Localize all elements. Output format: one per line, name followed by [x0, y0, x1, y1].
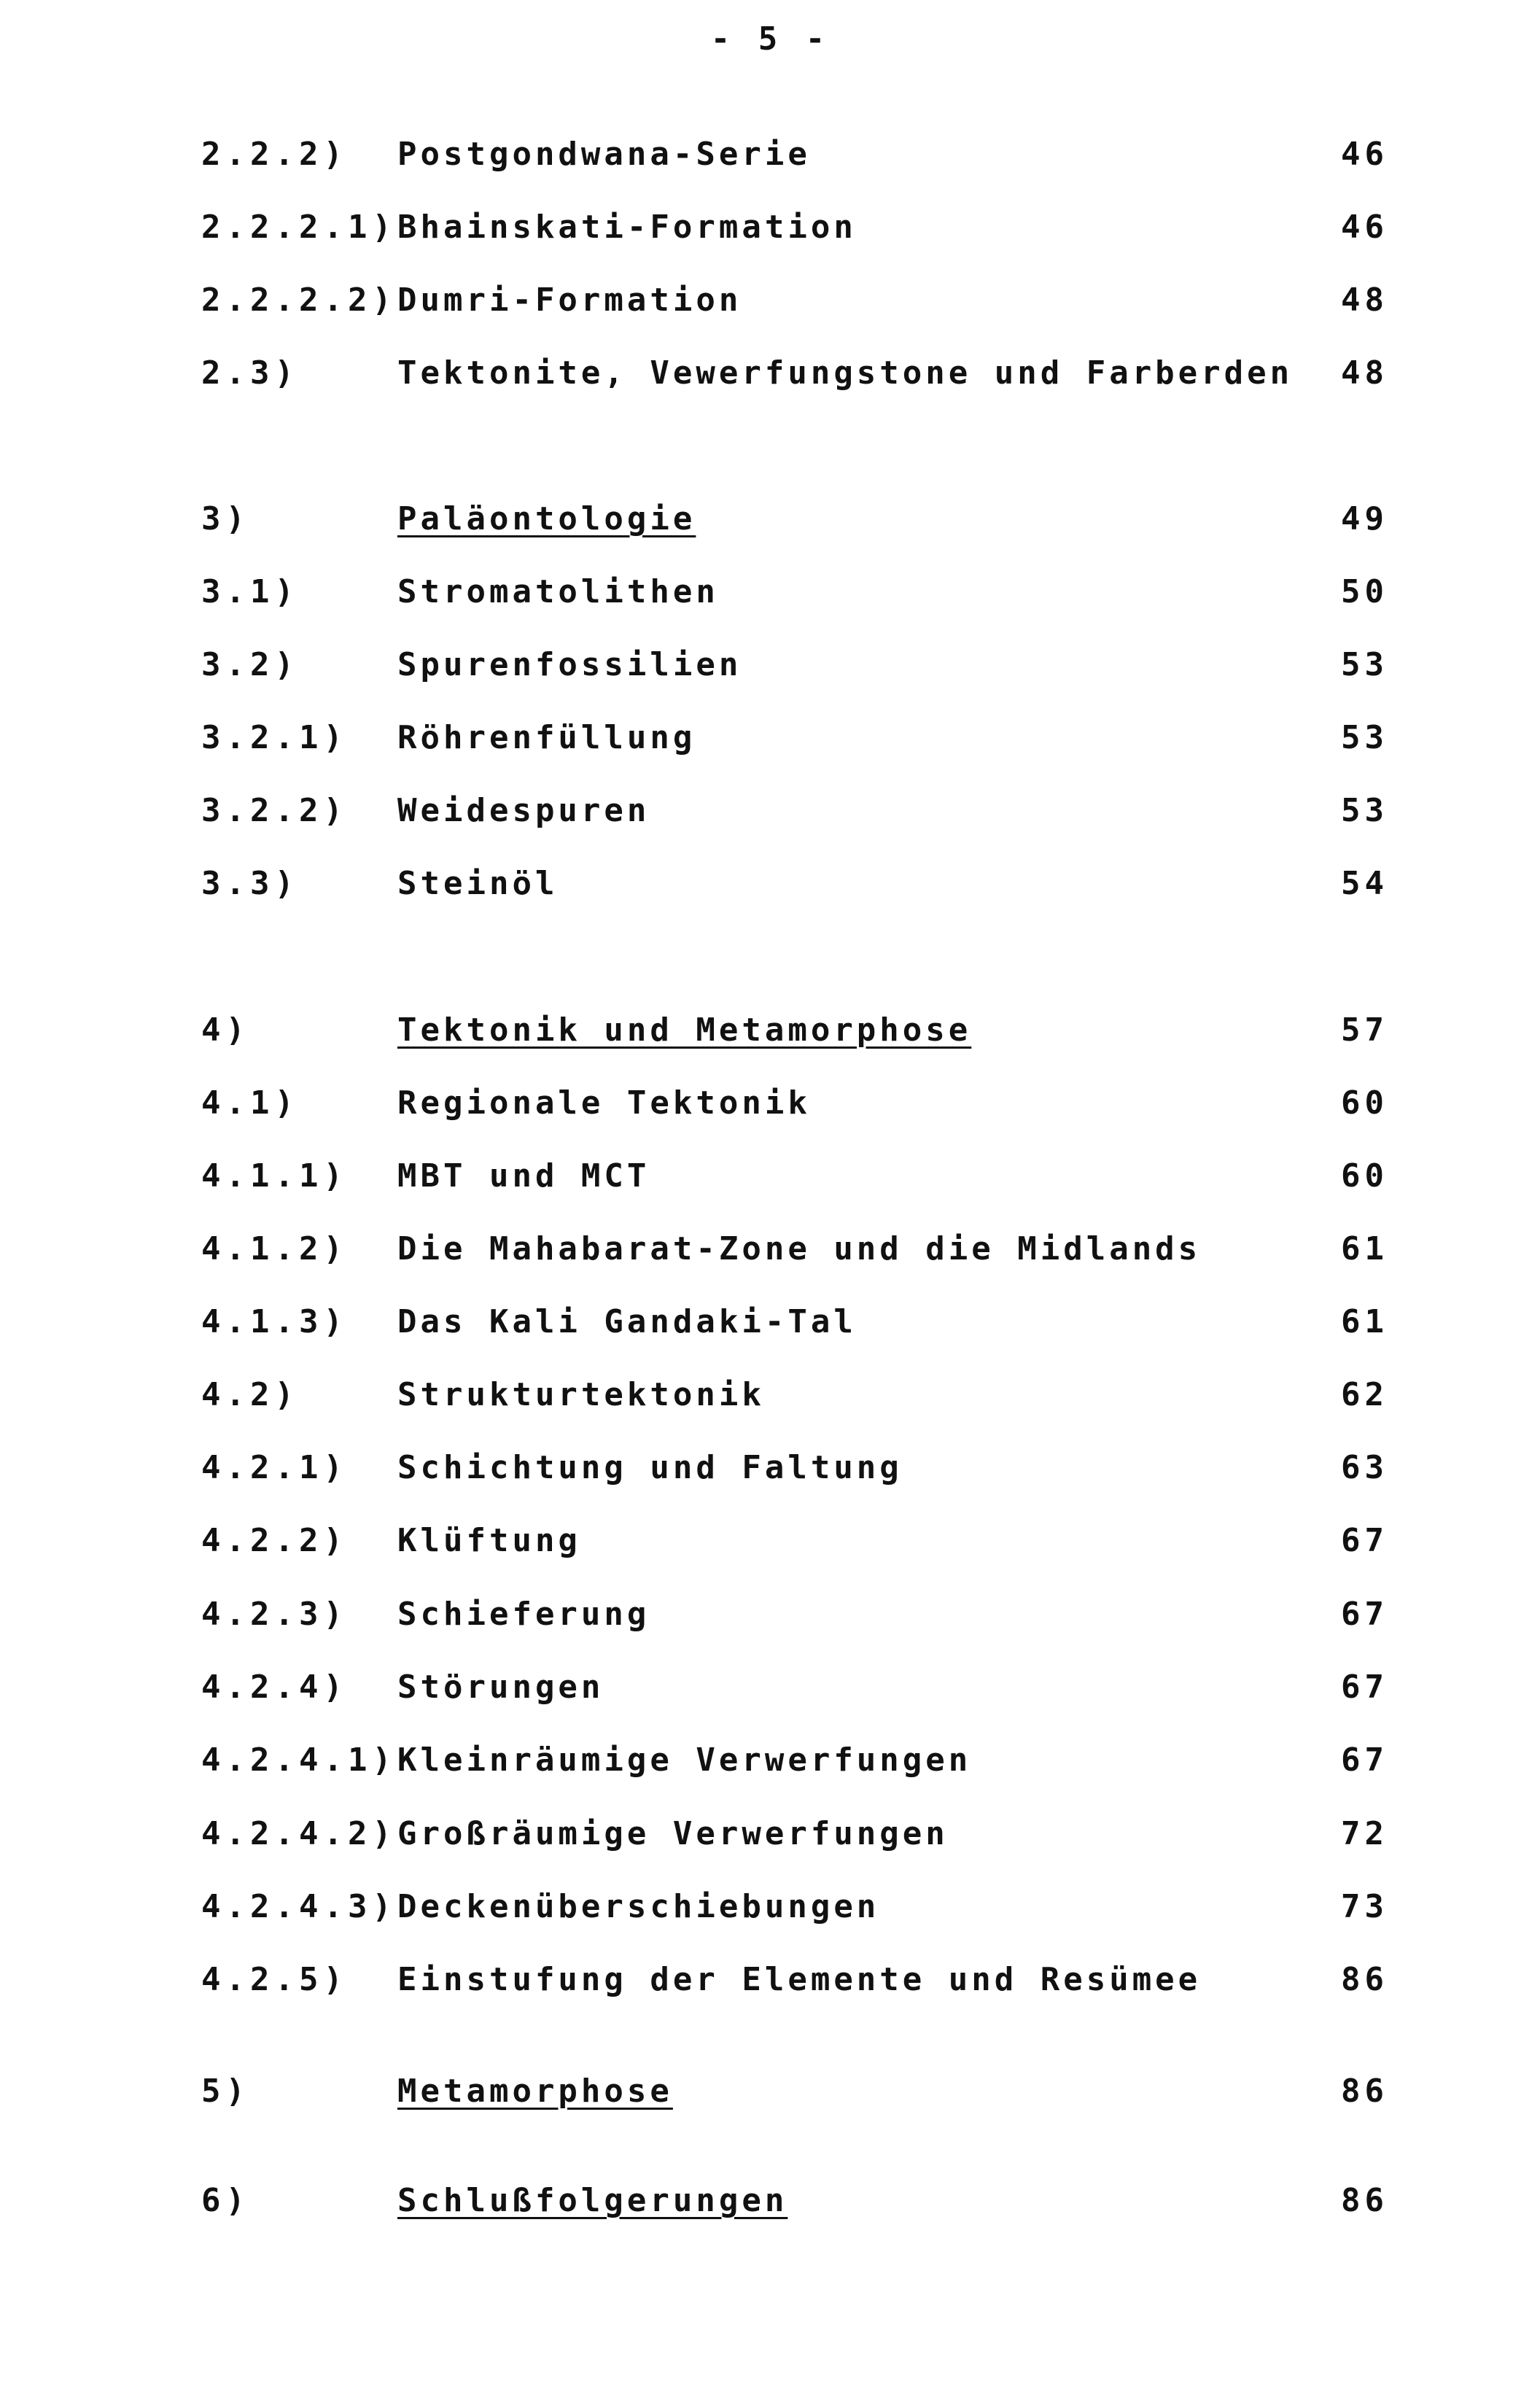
toc-section-title: Weidespuren	[397, 792, 650, 829]
toc-page-number: 67	[1341, 1522, 1388, 1559]
toc-row	[0, 133, 1540, 176]
toc-section-number: 4.2.2)	[201, 1522, 348, 1559]
toc-section-title: Spurenfossilien	[397, 646, 742, 683]
toc-section-title: Kleinräumige Verwerfungen	[397, 1741, 972, 1779]
toc-section-title: Stromatolithen	[397, 573, 719, 610]
toc-section-title: Regionale Tektonik	[397, 1084, 811, 1122]
toc-page-number: 49	[1341, 500, 1388, 537]
toc-row	[0, 570, 1540, 614]
toc-section-title: Das Kali Gandaki-Tal	[397, 1303, 857, 1340]
toc-section-title: Röhrenfüllung	[397, 719, 696, 756]
toc-section-title: Tektonite, Vewerfungstone und Farberden	[397, 354, 1294, 392]
toc-section-number: 3)	[201, 500, 250, 537]
toc-page-number: 48	[1341, 281, 1388, 319]
page-number: - 5 -	[710, 20, 830, 58]
toc-page-number: 53	[1341, 792, 1388, 829]
toc-row	[0, 352, 1540, 395]
toc-row	[0, 1300, 1540, 1344]
toc-chapter-title: Paläontologie	[397, 500, 696, 537]
toc-row	[0, 1446, 1540, 1490]
toc-section-title: Die Mahabarat-Zone und die Midlands	[397, 1230, 1202, 1267]
toc-section-number: 4.1.2)	[201, 1230, 348, 1267]
toc-section-number: 6)	[201, 2182, 250, 2219]
toc-page-number: 62	[1341, 1376, 1388, 1413]
toc-section-number: 4.1.3)	[201, 1303, 348, 1340]
toc-section-title: Dumri-Formation	[397, 281, 742, 319]
toc-row-heading	[0, 2179, 1540, 2223]
toc-row	[0, 1958, 1540, 2002]
toc-page-number: 67	[1341, 1669, 1388, 1706]
toc-section-title: Klüftung	[397, 1522, 581, 1559]
toc-page-number: 67	[1341, 1596, 1388, 1633]
toc-page-number: 61	[1341, 1230, 1388, 1267]
toc-row	[0, 1666, 1540, 1709]
toc-page-number: 67	[1341, 1741, 1388, 1779]
toc-section-title: Steinöl	[397, 865, 559, 902]
toc-section-number: 4.2.4.2)	[201, 1815, 397, 1852]
toc-section-number: 5)	[201, 2073, 250, 2110]
toc-page-number: 48	[1341, 354, 1388, 392]
toc-page-number: 50	[1341, 573, 1388, 610]
toc-section-title: Störungen	[397, 1669, 604, 1706]
toc-row	[0, 206, 1540, 249]
toc-section-title: Deckenüberschiebungen	[397, 1888, 880, 1925]
toc-row	[0, 1081, 1540, 1125]
toc-chapter-title: Schlußfolgerungen	[397, 2182, 788, 2219]
toc-section-number: 2.2.2.2)	[201, 281, 397, 319]
toc-section-number: 4.2)	[201, 1376, 299, 1413]
toc-page-number: 46	[1341, 209, 1388, 246]
toc-section-number: 4.2.1)	[201, 1449, 348, 1486]
toc-row	[0, 1373, 1540, 1417]
toc-row	[0, 1593, 1540, 1636]
toc-section-number: 2.3)	[201, 354, 299, 392]
toc-row	[0, 1519, 1540, 1563]
toc-row	[0, 1812, 1540, 1856]
toc-section-number: 3.2)	[201, 646, 299, 683]
toc-row-heading	[0, 1009, 1540, 1052]
toc-section-number: 4.2.4.3)	[201, 1888, 397, 1925]
toc-row	[0, 279, 1540, 322]
toc-section-number: 2.2.2)	[201, 136, 348, 173]
toc-row	[0, 789, 1540, 833]
toc-page-number: 61	[1341, 1303, 1388, 1340]
toc-section-number: 4.2.4)	[201, 1669, 348, 1706]
toc-row	[0, 1154, 1540, 1198]
toc-section-number: 4)	[201, 1011, 250, 1049]
toc-section-number: 4.1.1)	[201, 1157, 348, 1195]
toc-page-number: 63	[1341, 1449, 1388, 1486]
toc-section-title: Postgondwana-Serie	[397, 136, 811, 173]
toc-section-number: 3.2.1)	[201, 719, 348, 756]
toc-section-title: Bhainskati-Formation	[397, 209, 857, 246]
toc-section-number: 2.2.2.1)	[201, 209, 397, 246]
toc-row	[0, 716, 1540, 760]
toc-row-heading	[0, 2070, 1540, 2113]
toc-page-number: 86	[1341, 1961, 1388, 1998]
toc-section-number: 4.2.3)	[201, 1596, 348, 1633]
toc-page-number: 60	[1341, 1084, 1388, 1122]
toc-section-number: 3.1)	[201, 573, 299, 610]
toc-page-number: 86	[1341, 2182, 1388, 2219]
toc-section-title: MBT und MCT	[397, 1157, 650, 1195]
toc-chapter-title: Metamorphose	[397, 2073, 673, 2110]
toc-row	[0, 643, 1540, 687]
toc-page-number: 46	[1341, 136, 1388, 173]
toc-section-title: Schieferung	[397, 1596, 650, 1633]
toc-section-number: 4.2.5)	[201, 1961, 348, 1998]
toc-page-number: 54	[1341, 865, 1388, 902]
toc-row	[0, 1885, 1540, 1929]
toc-section-number: 3.3)	[201, 865, 299, 902]
toc-section-title: Großräumige Verwerfungen	[397, 1815, 949, 1852]
toc-page-number: 53	[1341, 719, 1388, 756]
toc-page-number: 86	[1341, 2073, 1388, 2110]
toc-page-number: 60	[1341, 1157, 1388, 1195]
toc-section-title: Schichtung und Faltung	[397, 1449, 903, 1486]
toc-section-number: 3.2.2)	[201, 792, 348, 829]
toc-page-number: 72	[1341, 1815, 1388, 1852]
toc-row	[0, 862, 1540, 906]
toc-row	[0, 1227, 1540, 1271]
toc-row	[0, 1739, 1540, 1782]
toc-page-number: 57	[1341, 1011, 1388, 1049]
toc-section-number: 4.1)	[201, 1084, 299, 1122]
toc-chapter-title: Tektonik und Metamorphose	[397, 1011, 972, 1049]
toc-row-heading	[0, 497, 1540, 541]
toc-section-title: Einstufung der Elemente und Resümee	[397, 1961, 1202, 1998]
toc-page-number: 73	[1341, 1888, 1388, 1925]
toc-section-number: 4.2.4.1)	[201, 1741, 397, 1779]
toc-section-title: Strukturtektonik	[397, 1376, 765, 1413]
toc-page-number: 53	[1341, 646, 1388, 683]
